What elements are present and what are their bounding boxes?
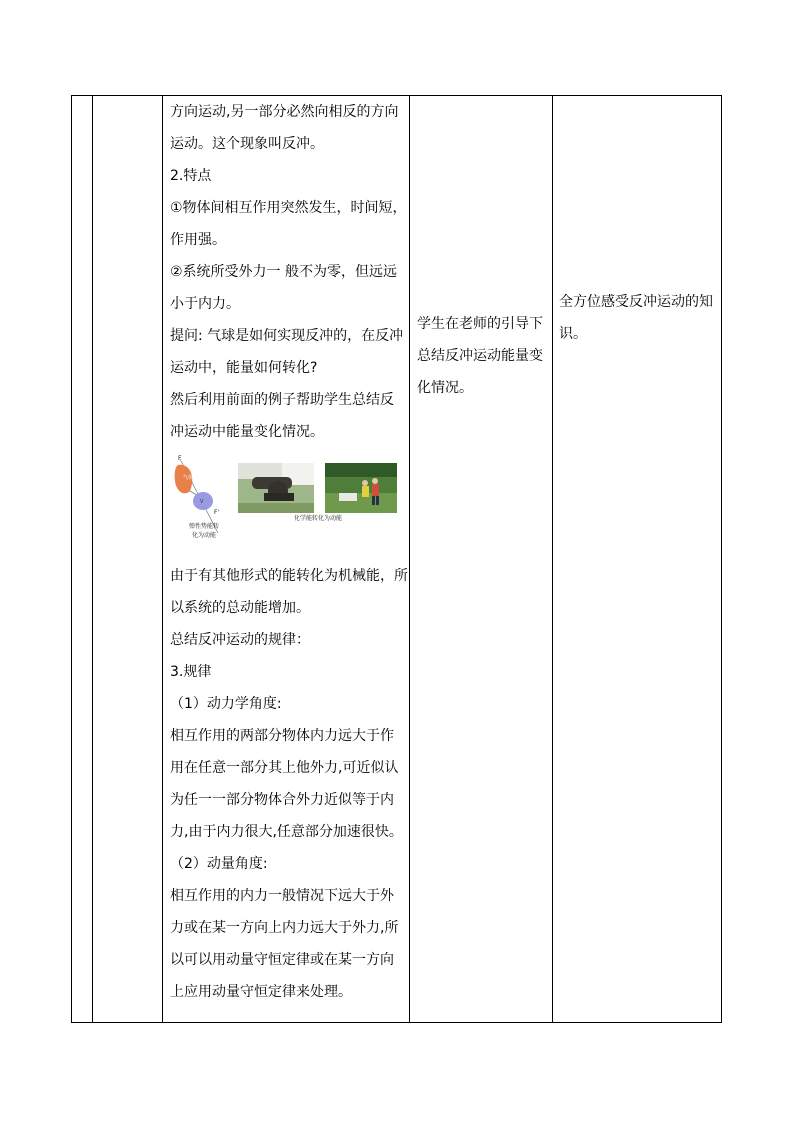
text-line: 力,由于内力很大,任意部分加速很快。 [170,824,403,840]
text-line: 运动。这个现象叫反冲。 [170,136,324,152]
cannon-photo [238,463,314,513]
text-line: 全方位感受反冲运动的知 [559,294,713,310]
text-line: 2.特点 [170,168,212,184]
energy-conversion-figures [170,455,408,555]
text-line: 提问: 气球是如何实现反冲的，在反冲 [170,328,404,344]
text-line: 小于内力。 [170,296,240,312]
text-line: 上应用动量守恒定律来处理。 [170,984,352,1000]
svg-text:气体: 气体 [183,475,194,481]
text-line: 以系统的总动能增加。 [170,600,310,616]
balloon-caption-line1: 弹性势能转 [188,523,219,530]
column-divider-2 [162,96,163,1022]
text-line: 化情况。 [417,380,473,396]
rocket-launch-photo [325,463,397,513]
text-line: 用在任意一部分其上他外力,可近似认 [170,760,399,776]
text-line: ②系统所受外力一 般不为零，但远远 [170,264,398,280]
teacher-activity-cell [170,96,408,1008]
text-line: ①物体间相互作用突然发生，时间短， [170,200,407,216]
column-divider-4 [552,96,553,1022]
text-line: 相互作用的内力一般情况下远大于外 [170,888,394,904]
text-line: （1）动力学角度: [170,696,282,712]
force-label-bottom: F' [214,509,220,516]
text-line: 为任一一部分物体合外力近似等于内 [170,792,394,808]
column-divider-1 [92,96,93,1022]
force-label-top: F [178,455,182,462]
balloon-caption-line2: 化为动能 [191,532,216,539]
text-line: 相互作用的两部分物体内力远大于作 [170,728,394,744]
text-line: 冲运动中能量变化情况。 [170,424,324,440]
column-divider-3 [409,96,410,1022]
text-line: 作用强。 [170,232,226,248]
text-line: 力或在某一方向上内力远大于外力,所 [170,920,399,936]
student-activity-cell [417,308,547,404]
text-line: 以可以用动量守恒定律或在某一方向 [170,952,394,968]
text-line: 然后利用前面的例子帮助学生总结反 [170,392,394,408]
cannon-caption: 化学能转化为动能 [293,515,342,522]
text-line: 由于有其他形式的能转化为机械能，所 [170,568,408,584]
lesson-table [71,95,722,1023]
text-line: 方向运动,另一部分必然向相反的方向 [170,104,399,120]
text-line: 3.规律 [170,664,212,680]
text-line: 运动中，能量如何转化? [170,360,318,376]
text-line: （2）动量角度: [170,856,268,872]
svg-text:V: V [200,499,204,505]
text-line: 总结反冲运动能量变 [417,348,543,364]
text-line: 学生在老师的引导下 [417,316,543,332]
text-line: 识。 [559,326,587,342]
design-intent-cell [559,286,719,350]
text-line: 总结反冲运动的规律： [170,632,310,648]
